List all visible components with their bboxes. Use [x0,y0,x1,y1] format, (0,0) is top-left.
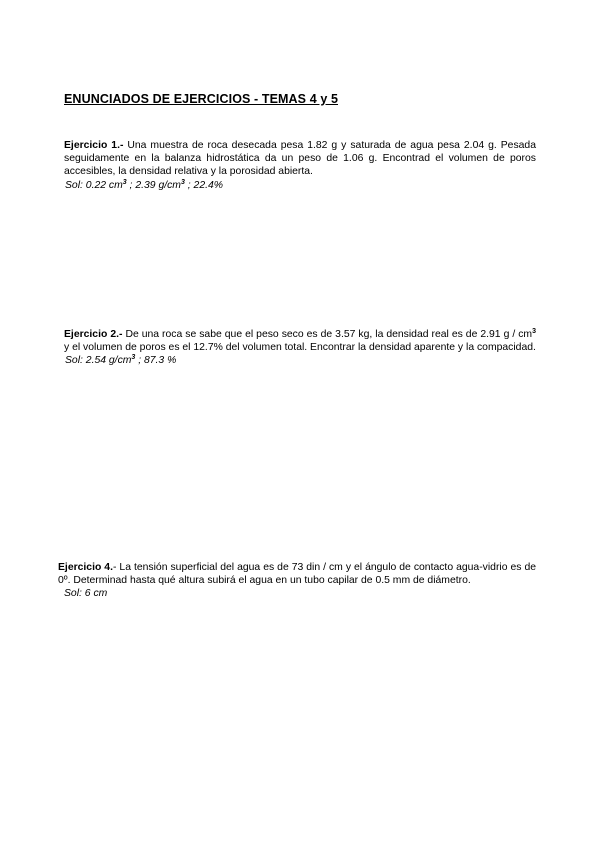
exercise-2-text-b: y el volumen de poros es el 12.7% del volumen total. Encontrar la densidad aparente y la compacidad. [64,342,536,354]
exercise-4-text: - La tensión superficial del agua es de 73 din / cm y el ángulo de contacto agua-vidrio es de 0º. Determinad hasta qué altura subirá el agua en un tubo capilar de 0.5 mm de diámetro. [58,562,536,587]
exercise-1-solution [64,179,536,192]
exercise-2 [64,328,536,368]
solution-1-part-b: ; 2.39 g/cm [126,179,181,191]
exercise-2-label: Ejercicio 2.- [64,329,123,340]
exercise-2-text-a: De una roca se sabe que el peso seco es de 3.57 kg, la densidad real es de 2.91 g / cm [122,329,533,340]
solution-2-part-b: ; 87.3 % [135,355,177,367]
exercise-1-statement [64,139,536,179]
exercise-4 [58,561,536,601]
exercise-1-text: Una muestra de roca desecada pesa 1.82 g y saturada de agua pesa 2.04 g. Pesada seguidamente en la balanza hidrostática da un peso de 1.06 g. Encontrad el volumen de poros accesibles, la densidad relativa y la porosidad abierta. [64,140,536,178]
solution-1-exponent-b: 3 [180,178,185,186]
page-title: ENUNCIADOS DE EJERCICIOS - TEMAS 4 y 5 [64,92,338,106]
exercise-4-solution: Sol: 6 cm [64,588,108,600]
exercise-2-statement [64,328,536,354]
exercise-2-solution [64,354,536,367]
solution-2-exponent: 3 [131,354,136,362]
exercise-2-exponent: 3 [532,328,536,335]
solution-1-part-c: ; 22.4% [184,179,223,191]
exercise-4-statement [58,561,536,587]
exercise-1-label: Ejercicio 1.- [64,140,124,151]
solution-1-exponent-a: 3 [122,178,127,186]
exercise-1 [64,139,536,192]
exercise-4-label: Ejercicio 4. [58,562,113,573]
solution-1-part-a: Sol: 0.22 cm [65,179,123,191]
solution-2-part-a: Sol: 2.54 g/cm [65,355,132,367]
